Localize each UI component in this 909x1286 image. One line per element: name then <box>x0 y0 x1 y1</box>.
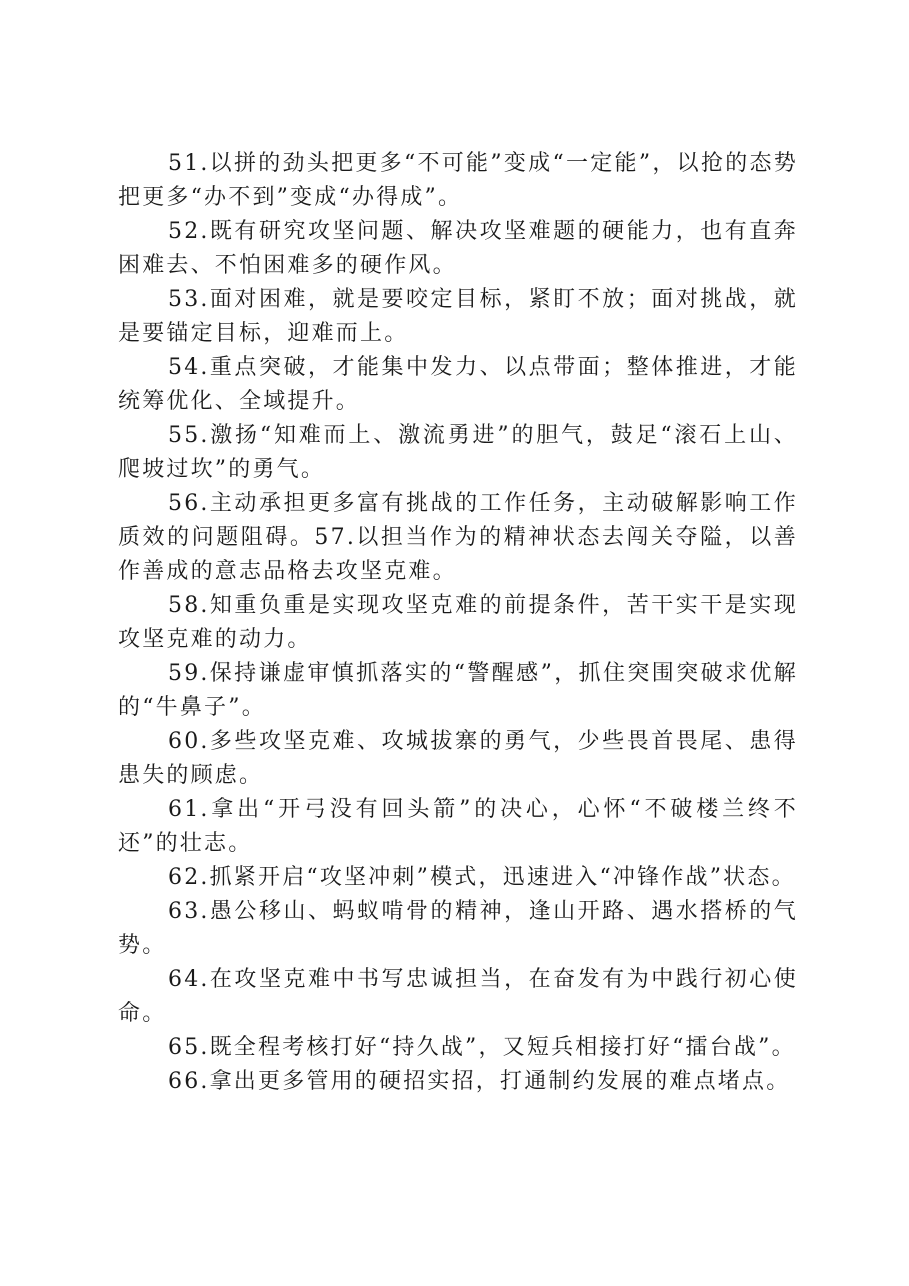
document-body <box>118 147 798 1099</box>
paragraph-54: 54.重点突破，才能集中发力、以点带面；整体推进，才能统筹优化、全域提升。 <box>118 355 798 414</box>
paragraph-55: 55.激扬“知难而上、激流勇进”的胆气，鼓足“滚石上山、爬坡过坎”的勇气。 <box>118 423 798 482</box>
paragraph-58: 58.知重负重是实现攻坚克难的前提条件，苦干实干是实现攻坚克难的动力。 <box>118 593 798 652</box>
paragraph-53: 53.面对困难，就是要咬定目标，紧盯不放；面对挑战，就是要锚定目标，迎难而上。 <box>118 287 798 346</box>
paragraph-52: 52.既有研究攻坚问题、解决攻坚难题的硬能力，也有直奔困难去、不怕困难多的硬作风。 <box>118 219 798 278</box>
paragraph-62: 62.抓紧开启“攻坚冲刺”模式，迅速进入“冲锋作战”状态。 <box>168 865 796 890</box>
paragraph-56-57: 56.主动承担更多富有挑战的工作任务，主动破解影响工作质效的问题阻碍。57.以担当作为的精神状态去闯关夺隘，以善作善成的意志品格去攻坚克难。 <box>118 491 798 584</box>
paragraph-51: 51.以拼的劲头把更多“不可能”变成“一定能”，以抢的态势把更多“办不到”变成“办得成”。 <box>118 151 798 210</box>
paragraph-60: 60.多些攻坚克难、攻城拔寨的勇气，少些畏首畏尾、患得患失的顾虑。 <box>118 729 798 788</box>
paragraph-64: 64.在攻坚克难中书写忠诚担当，在奋发有为中践行初心使命。 <box>118 967 798 1026</box>
paragraph-61: 61.拿出“开弓没有回头箭”的决心，心怀“不破楼兰终不还”的壮志。 <box>118 797 798 856</box>
paragraph-63: 63.愚公移山、蚂蚁啃骨的精神，逢山开路、遇水搭桥的气势。 <box>118 899 798 958</box>
paragraph-59: 59.保持谦虚审慎抓落实的“警醒感”，抓住突围突破求优解的“牛鼻子”。 <box>118 661 798 720</box>
paragraph-66: 66.拿出更多管用的硬招实招，打通制约发展的难点堵点。 <box>168 1069 791 1094</box>
paragraph-65: 65.既全程考核打好“持久战”，又短兵相接打好“擂台战”。 <box>168 1035 796 1060</box>
